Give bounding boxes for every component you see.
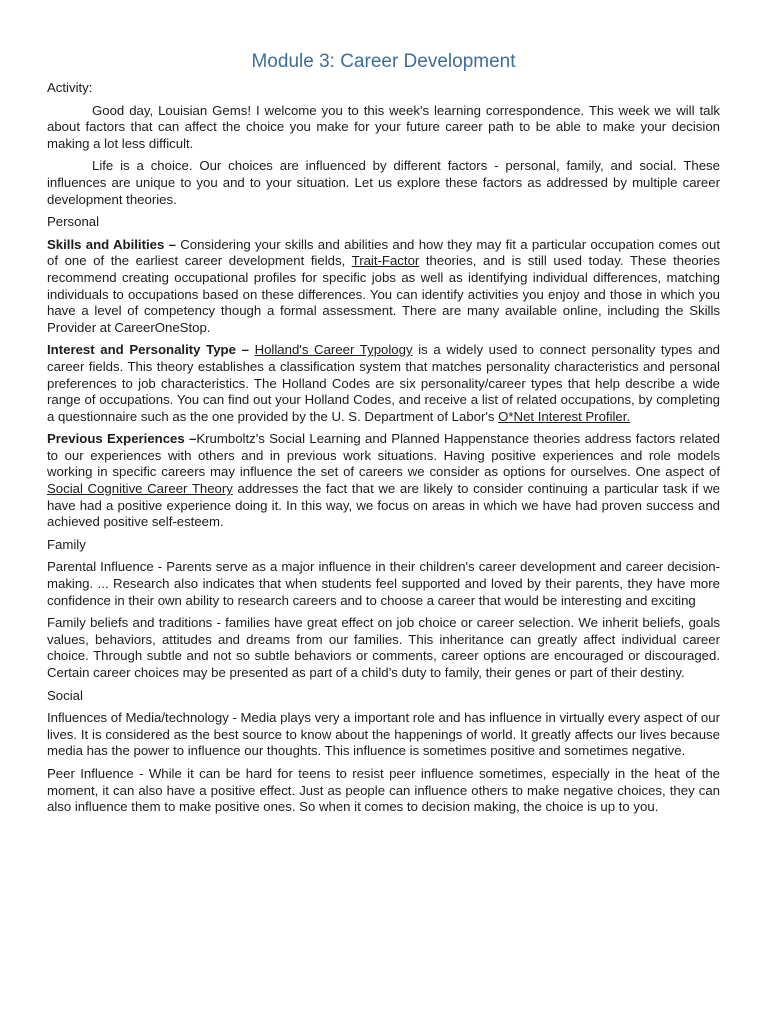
previous-text-b: addresses the fact that we are likely to consider continuing a particular task if we have had a positive experience doing it. In this way, we focus on areas in which we have had proven success and achieved positive self-esteem. [47, 481, 720, 530]
family-paragraph-2: Family beliefs and traditions - families have great effect on job choice or career selection. We inherit beliefs, goals values, behaviors, attitudes and dreams from our families. This inheritance can greatly affect individual career choice. Through subtle and not so subtle behaviors or comments, career options are encouraged or discouraged. Certain career choices may be presented as part of a child’s duty to family, their genes or part of their destiny. [47, 615, 720, 680]
activity-label: Activity: [47, 80, 93, 95]
skills-text-b: theories, and is still used today. These theories recommend creating occupational profiles for specific jobs as well as identifying individual differences, matching individuals to occupations based on these differences. You can identify activities you enjoy and those in which you have a level of competency though a formal assessment. There are many available online, including the Skills Provider at CareerOneStop. [47, 253, 720, 335]
social-paragraph-1: Influences of Media/technology - Media plays very a important role and has influence in virtually every aspect of our lives. It is considered as the best source to know about the happenings of world. It greatly affects our lives because media has the power to influence our thoughts. This influence is sometimes positive and sometimes negative. [47, 710, 720, 759]
skills-term: Skills and Abilities – [47, 236, 176, 252]
holland-typology-link[interactable]: Holland's Career Typology [254, 342, 413, 358]
skills-paragraph [47, 237, 720, 337]
previous-text-a: Krumboltz's Social Learning and Planned Happenstance theories address factors related to our experiences with others and in previous work situations. Having positive experiences and role models working in specific careers may influence the set of careers we consider as options for ourselves. One aspect of [47, 431, 720, 480]
section-heading-social: Social [47, 687, 83, 703]
section-heading-family: Family [47, 536, 86, 552]
family-paragraph-1: Parental Influence - Parents serve as a major influence in their children's career development and career decision- making. ... Research also indicates that when students feel supported and loved by their parents, they have more confidence in their own ability to research careers and to choose a career that would be interesting and exciting [47, 559, 720, 608]
interest-paragraph [47, 342, 720, 425]
skills-text-a: Considering your skills and abilities and how they may fit a particular occupation comes out of one of the earliest career development fields, [47, 236, 720, 269]
social-cognitive-link[interactable]: Social Cognitive Career Theory [47, 481, 233, 497]
previous-term: Previous Experiences – [47, 431, 197, 447]
page-title: Module 3: Career Development [251, 51, 516, 72]
section-heading-personal: Personal [47, 214, 100, 230]
intro-paragraph-2: Life is a choice. Our choices are influenced by different factors - personal, family, and social. These influences are unique to you and to your situation. Let us explore these factors as addressed by multiple career development theories. [47, 158, 720, 207]
interest-text-a: is a widely used to connect personality types and career fields. This theory establishes a classification system that matches personality characteristics and personal preferences to job characteristics. The Holland Codes are six personality/career types that help describe a wide range of occupations. You can find out your Holland Codes, and receive a list of related occupations, by completing a questionnaire such as the one provided by the U. S. Department of Labor's [47, 342, 721, 424]
trait-factor-link[interactable]: Trait-Factor [351, 253, 420, 269]
onet-profiler-link[interactable]: O*Net Interest Profiler. [498, 408, 631, 424]
previous-paragraph [47, 431, 720, 531]
social-paragraph-2: Peer Influence - While it can be hard for teens to resist peer influence sometimes, especially in the heat of the moment, it can also have a positive effect. Just as people can influence others to make negative choices, they can also influence them to make positive ones. So when it comes to decision making, the choice is up to you. [47, 765, 720, 815]
intro-paragraph-1: Good day, Louisian Gems! I welcome you to this week's learning correspondence. This week we will talk about factors that can affect the choice you make for your future career path to be able to make your decision making a lot less difficult. [47, 102, 720, 151]
interest-term: Interest and Personality Type – [47, 342, 249, 358]
